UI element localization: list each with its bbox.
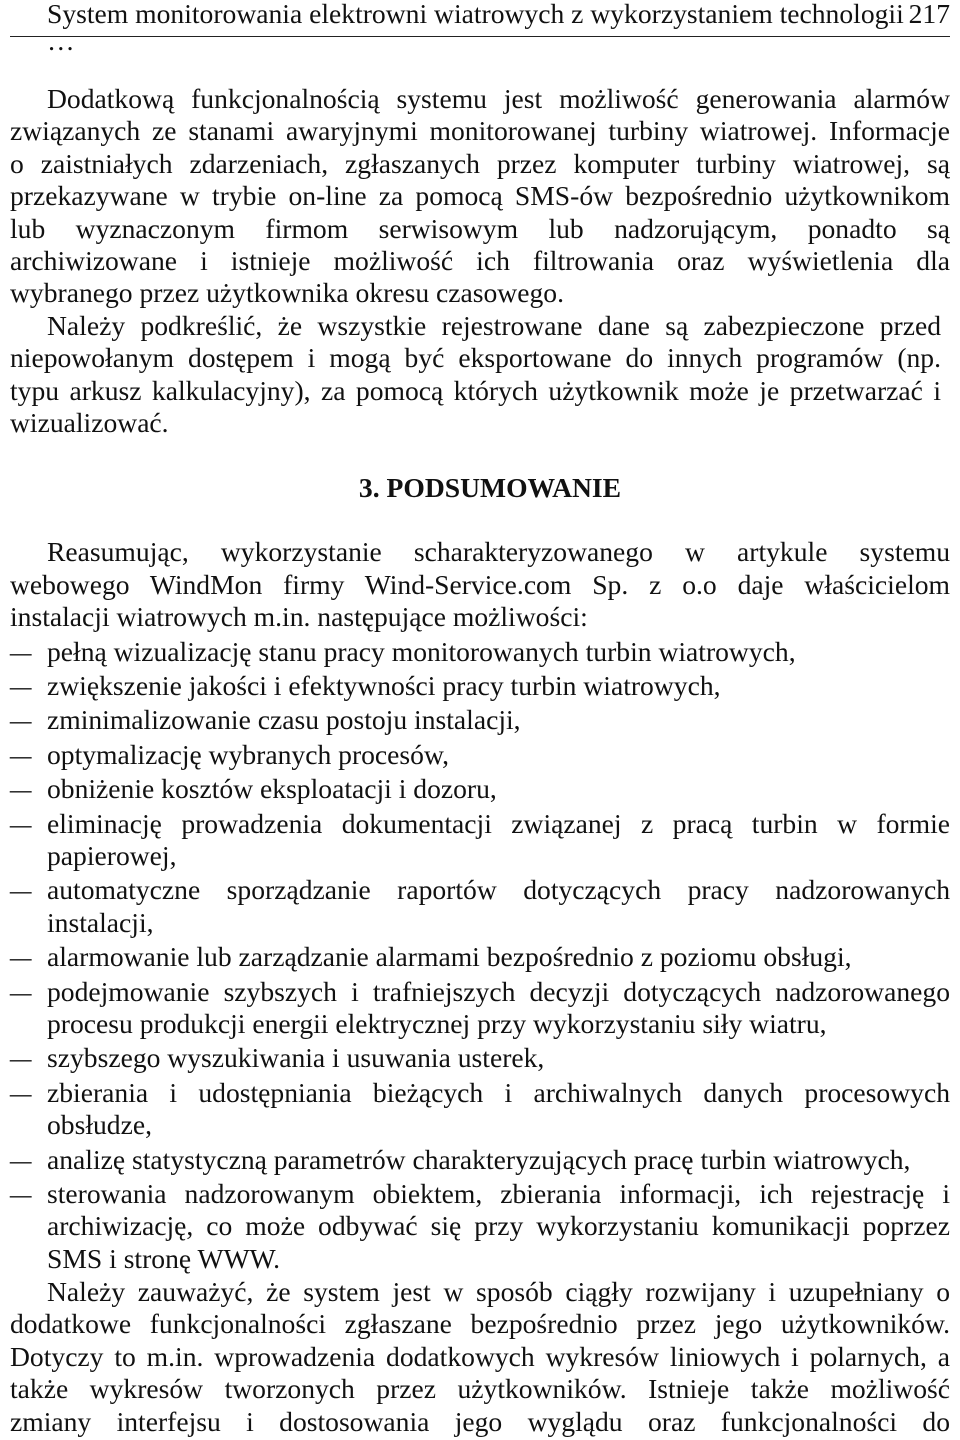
text-line: przekazywane w trybie on-line za pomocą SMS-ów bezpośrednio użytkownikom [10,180,950,212]
list-item-text: alarmowanie lub zarządzanie alarmami bezpośrednio z poziomu obsługi, [47,941,852,973]
list-item-text: obniżenie kosztów eksploatacji i dozoru, [47,773,497,805]
text-line: lub wyznaczonym firmom serwisowym lub nadzorującym, ponadto są [10,212,950,244]
text-line: o zaistniałych zdarzeniach, zgłaszanych przez komputer turbiny wiatrowej, są [10,147,950,179]
text-line: także wykresów tworzonych przez użytkowników. Istnieje także możliwość [10,1373,950,1405]
section-heading: 3. PODSUMOWANIE [358,471,622,503]
paragraph-alarms [10,83,950,310]
list-item-text: obsłudze, [47,1109,152,1141]
list-item [10,874,950,939]
dash-marker: – [10,635,32,667]
list-item-text: podejmowanie szybszych i trafniejszych decyzji dotyczących nadzorowanego [47,975,950,1007]
text-line: niepowołanym dostępem i mogą być eksportowane do innych programów (np. [10,342,941,374]
text-line: Należy zauważyć, że system jest w sposób ciągły rozwijany i uzupełniany o [47,1276,950,1308]
text-line: wizualizować. [10,406,169,438]
text-line: zmiany interfejsu i dostosowania jego wyglądu oraz funkcjonalności do [10,1405,950,1437]
dash-marker: – [10,941,32,973]
list-item [10,941,950,973]
text-line: Dodatkową funkcjonalnością systemu jest możliwość generowania alarmów [47,83,950,114]
running-header [10,0,950,56]
dash-marker: – [10,874,32,906]
text-line: związanych ze stanami awaryjnymi monitorowanej turbiny wiatrowej. Informacje [10,115,950,147]
text-line: dodatkowe funkcjonalności zgłaszane bezpośrednio przez jego użytkowników. [10,1308,950,1340]
list-item [10,636,950,668]
list-item [10,704,950,736]
page-number: 217 [908,0,950,29]
list-item [10,976,950,1041]
list-item-text: papierowej, [47,839,177,871]
list-item-text: analizę statystyczną parametrów charakteryzujących pracę turbin wiatrowych, [47,1143,911,1175]
document-page [10,0,950,1438]
list-item [10,670,950,702]
list-item-text: procesu produkcji energii elektrycznej przy wykorzystaniu siły wiatru, [47,1007,827,1039]
dash-marker: – [10,1177,32,1209]
dash-marker: – [10,1042,32,1074]
list-item [10,1077,950,1142]
dash-marker: – [10,704,32,736]
list-item-text: zminimalizowanie czasu postoju instalacji, [47,704,521,736]
paragraph-summary-intro [10,536,950,633]
dash-marker: – [10,738,32,770]
paragraph-closing [10,1276,950,1438]
benefits-list [10,636,950,1275]
dash-marker: – [10,1076,32,1108]
paragraph-security [10,310,950,440]
text-line: Dotyczy to m.in. wprowadzenia dodatkowych wykresów liniowych i polarnych, a [10,1340,950,1372]
text-line: wybranego przez użytkownika okresu czasowego. [10,277,564,309]
text-line: instalacji wiatrowych m.in. następujące możliwości: [10,601,588,633]
list-item-text: archiwizację, co może odbywać się przy wykorzystaniu komunikacji poprzez [47,1210,950,1242]
dash-marker: – [10,670,32,702]
list-item [10,773,950,805]
list-item-text: optymalizację wybranych procesów, [47,738,449,770]
list-item-text: instalacji, [47,906,154,938]
list-item [10,1178,950,1275]
list-item [10,1042,950,1074]
dash-marker: – [10,773,32,805]
list-item-text: automatyczne sporządzanie raportów dotyczących pracy nadzorowanych [47,874,950,906]
dash-marker: – [10,1143,32,1175]
text-line: Należy podkreślić, że wszystkie rejestrowane dane są zabezpieczone przed [47,309,941,341]
list-item-text: sterowania nadzorowanym obiektem, zbierania informacji, ich rejestrację i [47,1177,950,1209]
list-item-text: eliminację prowadzenia dokumentacji związanej z pracą turbin w formie [47,807,950,839]
list-item [10,1144,950,1176]
list-item [10,808,950,873]
dash-marker: – [10,807,32,839]
text-line: Reasumując, wykorzystanie scharakteryzowanego w artykule systemu [47,536,950,568]
list-item-text: zbierania i udostępniania bieżących i archiwalnych danych procesowych [47,1076,950,1108]
list-item-text: pełną wizualizację stanu pracy monitorowanych turbin wiatrowych, [47,635,796,667]
list-item [10,739,950,771]
dash-marker: – [10,975,32,1007]
running-title: System monitorowania elektrowni wiatrowych z wykorzystaniem technologii … [47,0,904,56]
text-line: archiwizowane i istnieje możliwość ich filtrowania oraz wyświetlenia dla [10,244,950,276]
text-line: typu arkusz kalkulacyjny), za pomocą których użytkownik może je przetwarzać i [10,374,941,406]
list-item-text: zwiększenie jakości i efektywności pracy turbin wiatrowych, [47,670,721,702]
list-item-text: SMS i stronę WWW. [47,1242,281,1274]
text-line: webowego WindMon firmy Wind-Service.com Sp. z o.o daje właścicielom [10,568,950,600]
list-item-text: szybszego wyszukiwania i usuwania usterek, [47,1042,545,1074]
